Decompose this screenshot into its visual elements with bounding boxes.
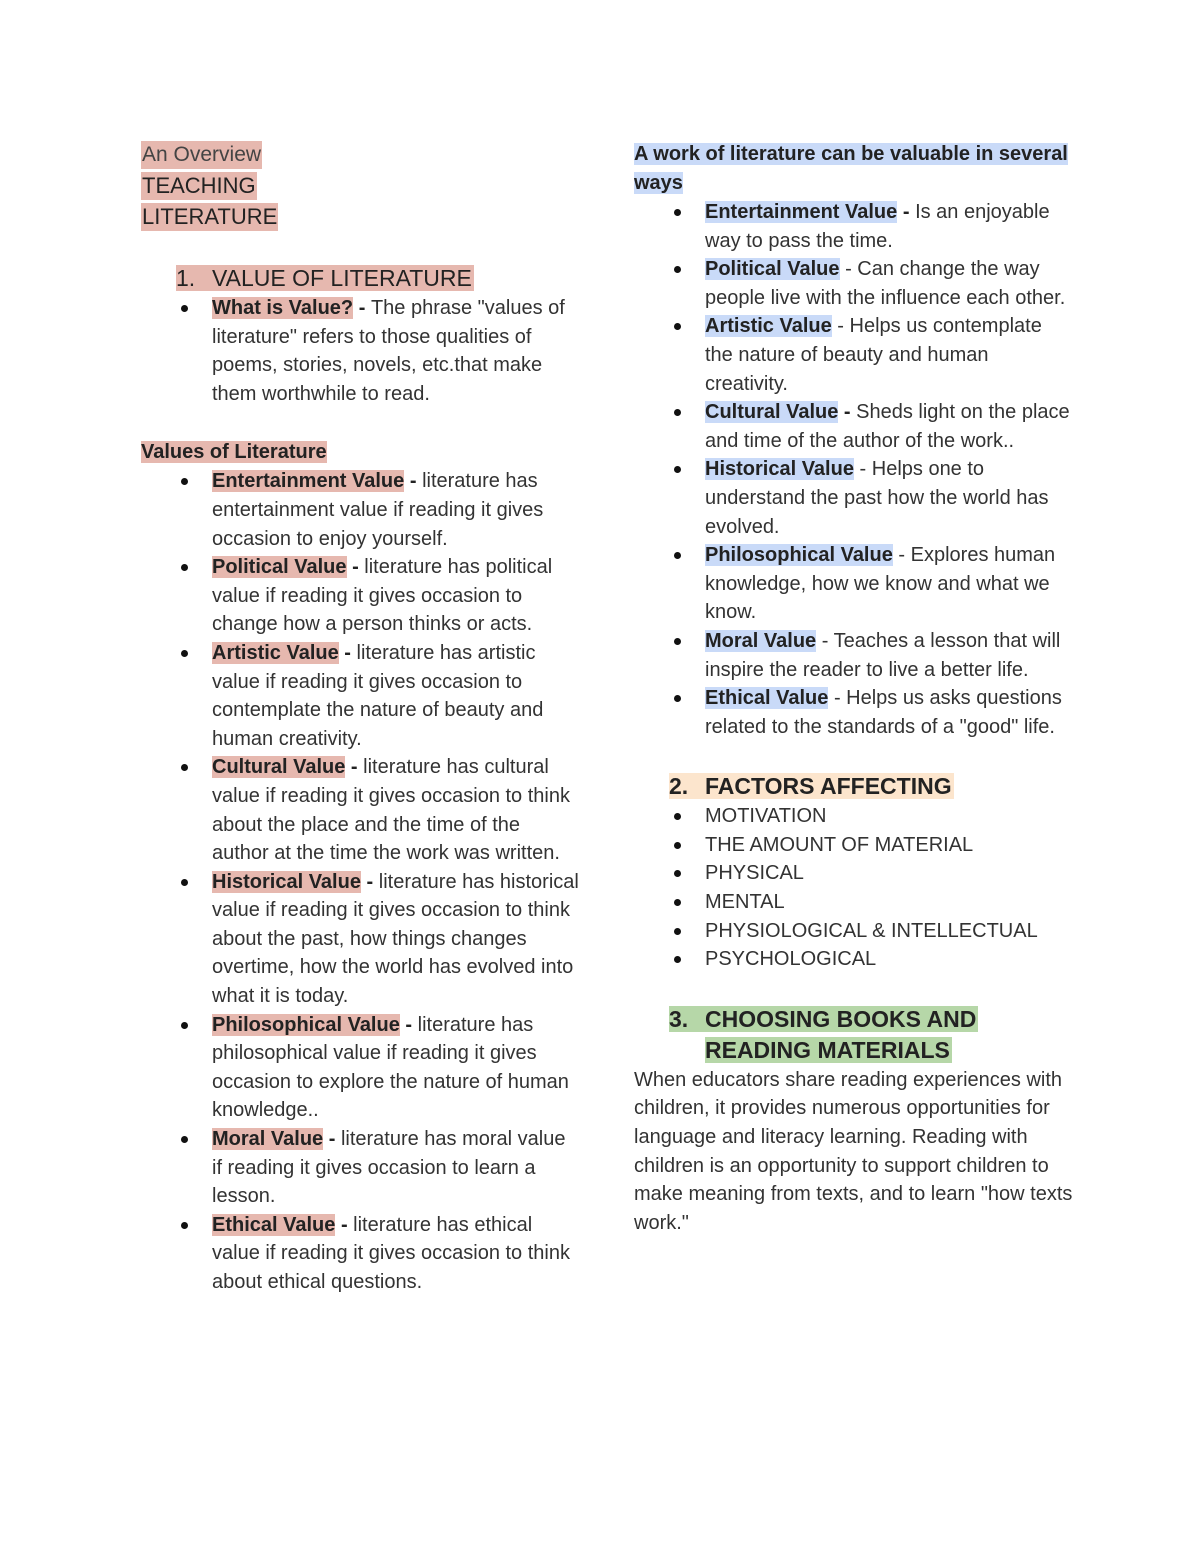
value-description: literature has political value if reading it gives occasion to change how a person thinks or acts. (212, 556, 553, 636)
value-description: Teaches a lesson that will inspire the reader to live a better life. (705, 629, 1061, 681)
value-term: Cultural Value (705, 401, 839, 424)
value-description: Is an enjoyable way to pass the time. (705, 201, 1050, 252)
value-term: Moral Value (212, 1128, 324, 1151)
values-of-literature-list (141, 467, 581, 1296)
term-separator: - (853, 458, 872, 481)
value-description: Explores human knowledge, how we know and what we know. (705, 544, 1056, 624)
list-item (141, 467, 581, 553)
list-item (141, 868, 581, 1011)
value-term: Political Value (212, 556, 347, 579)
list-item (634, 684, 1074, 741)
term-separator: - (338, 641, 357, 664)
value-term: Historical Value (212, 870, 361, 893)
value-description: Can change the way people live with the influence each other. (705, 258, 1066, 309)
section-2-number: 2. (669, 773, 689, 800)
what-is-value-list (141, 294, 581, 408)
section-3-title-line-1: CHOOSING BOOKS AND (705, 1005, 977, 1032)
value-description: literature has ethical value if reading it gives occasion to think about ethical questions. (212, 1213, 570, 1293)
term-separator: - (828, 687, 847, 710)
section-2-heading (669, 771, 1074, 802)
value-term: Political Value (705, 258, 840, 281)
section-3-title-line-2: READING MATERIALS (705, 1036, 950, 1063)
what-is-value-term: What is Value? (212, 297, 354, 319)
list-item: THE AMOUNT OF MATERIAL (634, 831, 1074, 860)
term-separator: - (353, 297, 371, 319)
value-description: literature has philosophical value if reading it gives occasion to explore the nature of human knowledge.. (212, 1013, 569, 1122)
list-item (141, 294, 581, 408)
factors-list (634, 802, 1074, 974)
value-description: Sheds light on the place and time of the author of the work.. (705, 401, 1070, 452)
value-term: Ethical Value (212, 1213, 336, 1236)
ways-heading: A work of literature can be valuable in several ways (634, 143, 1068, 194)
list-item (634, 255, 1074, 312)
title-line-1: TEACHING (142, 173, 256, 198)
section-1-heading (176, 263, 581, 294)
section-3-heading (669, 1004, 1074, 1066)
list-item (634, 398, 1074, 455)
list-item (141, 639, 581, 753)
right-column (634, 140, 1074, 1237)
list-item (634, 198, 1074, 255)
section-1-title: VALUE OF LITERATURE (212, 265, 472, 291)
term-separator: - (404, 470, 423, 493)
value-description: literature has artistic value if reading it gives occasion to contemplate the nature of beauty and human creativity. (212, 641, 544, 750)
list-item: PHYSICAL (634, 859, 1074, 888)
value-description: Helps us asks questions related to the standards of a "good" life. (705, 687, 1062, 738)
value-description: Helps one to understand the past how the world has evolved. (705, 458, 1049, 538)
value-description: literature has entertainment value if reading it gives occasion to enjoy yourself. (212, 470, 544, 550)
list-item: PHYSIOLOGICAL & INTELLECTUAL (634, 917, 1074, 946)
value-term: Entertainment Value (705, 201, 898, 223)
title-line-2: LITERATURE (142, 204, 278, 229)
term-separator: - (892, 544, 911, 567)
list-item (634, 627, 1074, 684)
list-item (141, 553, 581, 639)
section-1-number: 1. (176, 265, 196, 291)
value-term: Ethical Value (705, 687, 829, 710)
list-item: PSYCHOLOGICAL (634, 945, 1074, 974)
term-separator: - (816, 629, 834, 652)
list-item (141, 1125, 581, 1211)
overview-label: An Overview (141, 141, 262, 169)
list-item (141, 753, 581, 867)
value-description: Helps us contemplate the nature of beauty and human creativity. (705, 315, 1042, 395)
section-3-number: 3. (669, 1005, 689, 1032)
value-term: Cultural Value (212, 756, 346, 779)
value-term: Artistic Value (212, 641, 339, 664)
term-separator: - (335, 1213, 354, 1236)
term-separator: - (360, 870, 379, 893)
left-column (141, 140, 581, 1297)
term-separator: - (897, 201, 916, 223)
list-item (141, 1211, 581, 1297)
value-term: Philosophical Value (705, 544, 893, 567)
term-separator: - (838, 401, 857, 424)
list-item (634, 312, 1074, 398)
term-separator: - (399, 1013, 418, 1036)
value-term: Entertainment Value (212, 470, 405, 493)
term-separator: - (345, 756, 364, 779)
values-of-literature-heading: Values of Literature (141, 441, 327, 464)
section-2-title: FACTORS AFFECTING (705, 773, 952, 800)
term-separator: - (831, 315, 850, 338)
list-item (634, 455, 1074, 541)
ways-list (634, 198, 1074, 741)
value-description: literature has moral value if reading it gives occasion to learn a lesson. (212, 1128, 566, 1208)
term-separator: - (839, 258, 858, 281)
list-item (141, 1011, 581, 1125)
value-term: Philosophical Value (212, 1013, 400, 1036)
value-term: Moral Value (705, 629, 817, 652)
section-3-paragraph: When educators share reading experiences with children, it provides numerous opportunities for language and literacy learning. Reading with children is an opportunity to support children to make meaning from texts, and to learn "how texts work." (634, 1068, 1073, 1234)
list-item (634, 541, 1074, 627)
value-term: Historical Value (705, 458, 854, 481)
list-item: MOTIVATION (634, 802, 1074, 831)
term-separator: - (323, 1128, 341, 1151)
value-description: literature has historical value if reading it gives occasion to think about the past, how things changes overtime, how the world has evolved into what it is today. (212, 870, 579, 1008)
value-description: literature has cultural value if reading it gives occasion to think about the place and the time of the author at the time the work was written. (212, 756, 570, 865)
value-term: Artistic Value (705, 315, 832, 338)
list-item: MENTAL (634, 888, 1074, 917)
what-is-value-text: The phrase "values of literature" refers to those qualities of poems, stories, novels, etc.that make them worthwhile to read. (212, 297, 565, 405)
term-separator: - (346, 556, 365, 579)
